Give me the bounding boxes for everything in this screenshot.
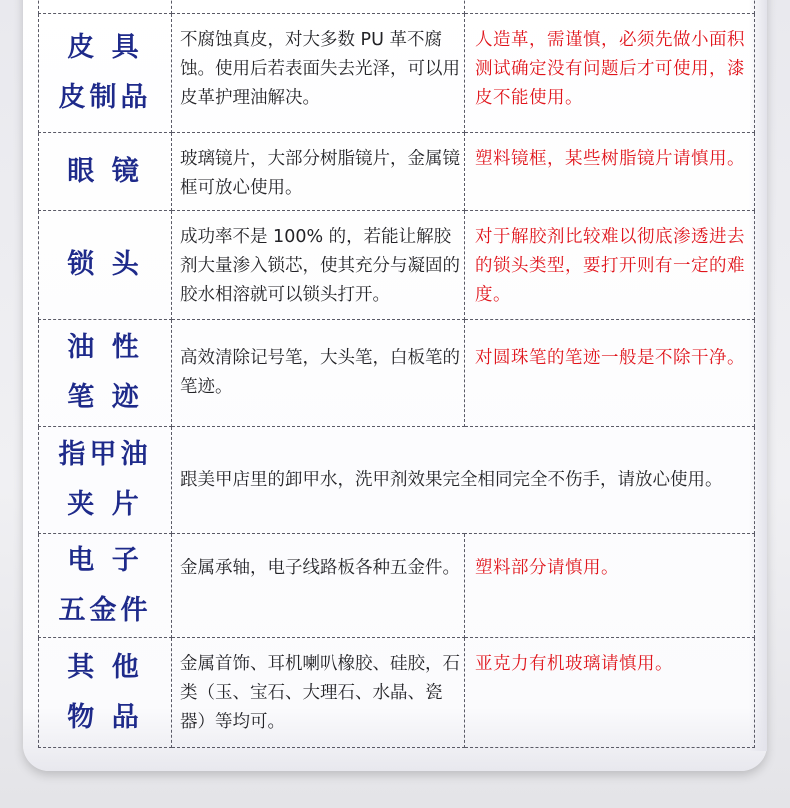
table-row <box>39 638 755 748</box>
row-label <box>39 427 172 534</box>
table-row-partial <box>39 0 755 14</box>
row-label-line: 油 性 <box>67 332 143 363</box>
row-label-line: 皮制品 <box>58 82 152 113</box>
row-label-line: 物 品 <box>67 701 143 733</box>
row-label-line: 其 他 <box>67 651 143 683</box>
row-label-line: 眼 镜 <box>67 155 143 187</box>
partial-cell <box>172 0 465 14</box>
safe-usage-text: 高效清除记号笔，大头笔，白板笔的笔迹。 <box>172 320 465 427</box>
safe-usage-text: 跟美甲店里的卸甲水，洗甲剂效果完全相同完全不伤手，请放心使用。 <box>172 427 755 534</box>
caution-text: 塑料镜框，某些树脂镜片请慎用。 <box>465 133 755 211</box>
table-row <box>39 320 755 427</box>
partial-cell <box>465 0 755 14</box>
table-row <box>39 133 755 211</box>
row-label-line: 指甲油 <box>58 439 152 470</box>
row-label <box>39 14 172 133</box>
row-label-line: 电 子 <box>67 544 143 576</box>
row-label-line: 锁 头 <box>67 249 143 280</box>
safe-usage-text: 不腐蚀真皮，对大多数 PU 革不腐蚀。使用后若表面失去光泽，可以用皮革护理油解决。 <box>172 14 465 133</box>
table-row <box>39 427 755 534</box>
row-label <box>39 638 172 748</box>
row-label-line: 夹 片 <box>67 489 143 520</box>
row-label <box>39 211 172 320</box>
caution-text: 人造革，需谨慎，必须先做小面积测试确定没有问题后才可使用，漆皮不能使用。 <box>465 14 755 133</box>
usage-table <box>38 0 755 748</box>
row-label <box>39 534 172 638</box>
safe-usage-text: 金属承轴，电子线路板各种五金件。 <box>172 534 465 638</box>
row-label-line: 五金件 <box>58 594 152 626</box>
safe-usage-text: 玻璃镜片，大部分树脂镜片，金属镜框可放心使用。 <box>172 133 465 211</box>
caution-text: 亚克力有机玻璃请慎用。 <box>465 638 755 748</box>
table-row <box>39 211 755 320</box>
safe-usage-text: 金属首饰、耳机喇叭橡胶、硅胶，石类（玉、宝石、大理石、水晶、瓷器）等均可。 <box>172 638 465 748</box>
caution-text: 塑料部分请慎用。 <box>465 534 755 638</box>
partial-cell <box>39 0 172 14</box>
caution-text: 对于解胶剂比较难以彻底渗透进去的锁头类型，要打开则有一定的难度。 <box>465 211 755 320</box>
row-label <box>39 320 172 427</box>
table-row <box>39 534 755 638</box>
safe-usage-text: 成功率不是 100% 的，若能让解胶剂大量渗入锁芯，使其充分与凝固的胶水相溶就可以锁头打开。 <box>172 211 465 320</box>
row-label-line: 笔 迹 <box>67 382 143 413</box>
row-label <box>39 133 172 211</box>
table-row <box>39 14 755 133</box>
caution-text: 对圆珠笔的笔迹一般是不除干净。 <box>465 320 755 427</box>
row-label-line: 皮 具 <box>67 32 143 63</box>
